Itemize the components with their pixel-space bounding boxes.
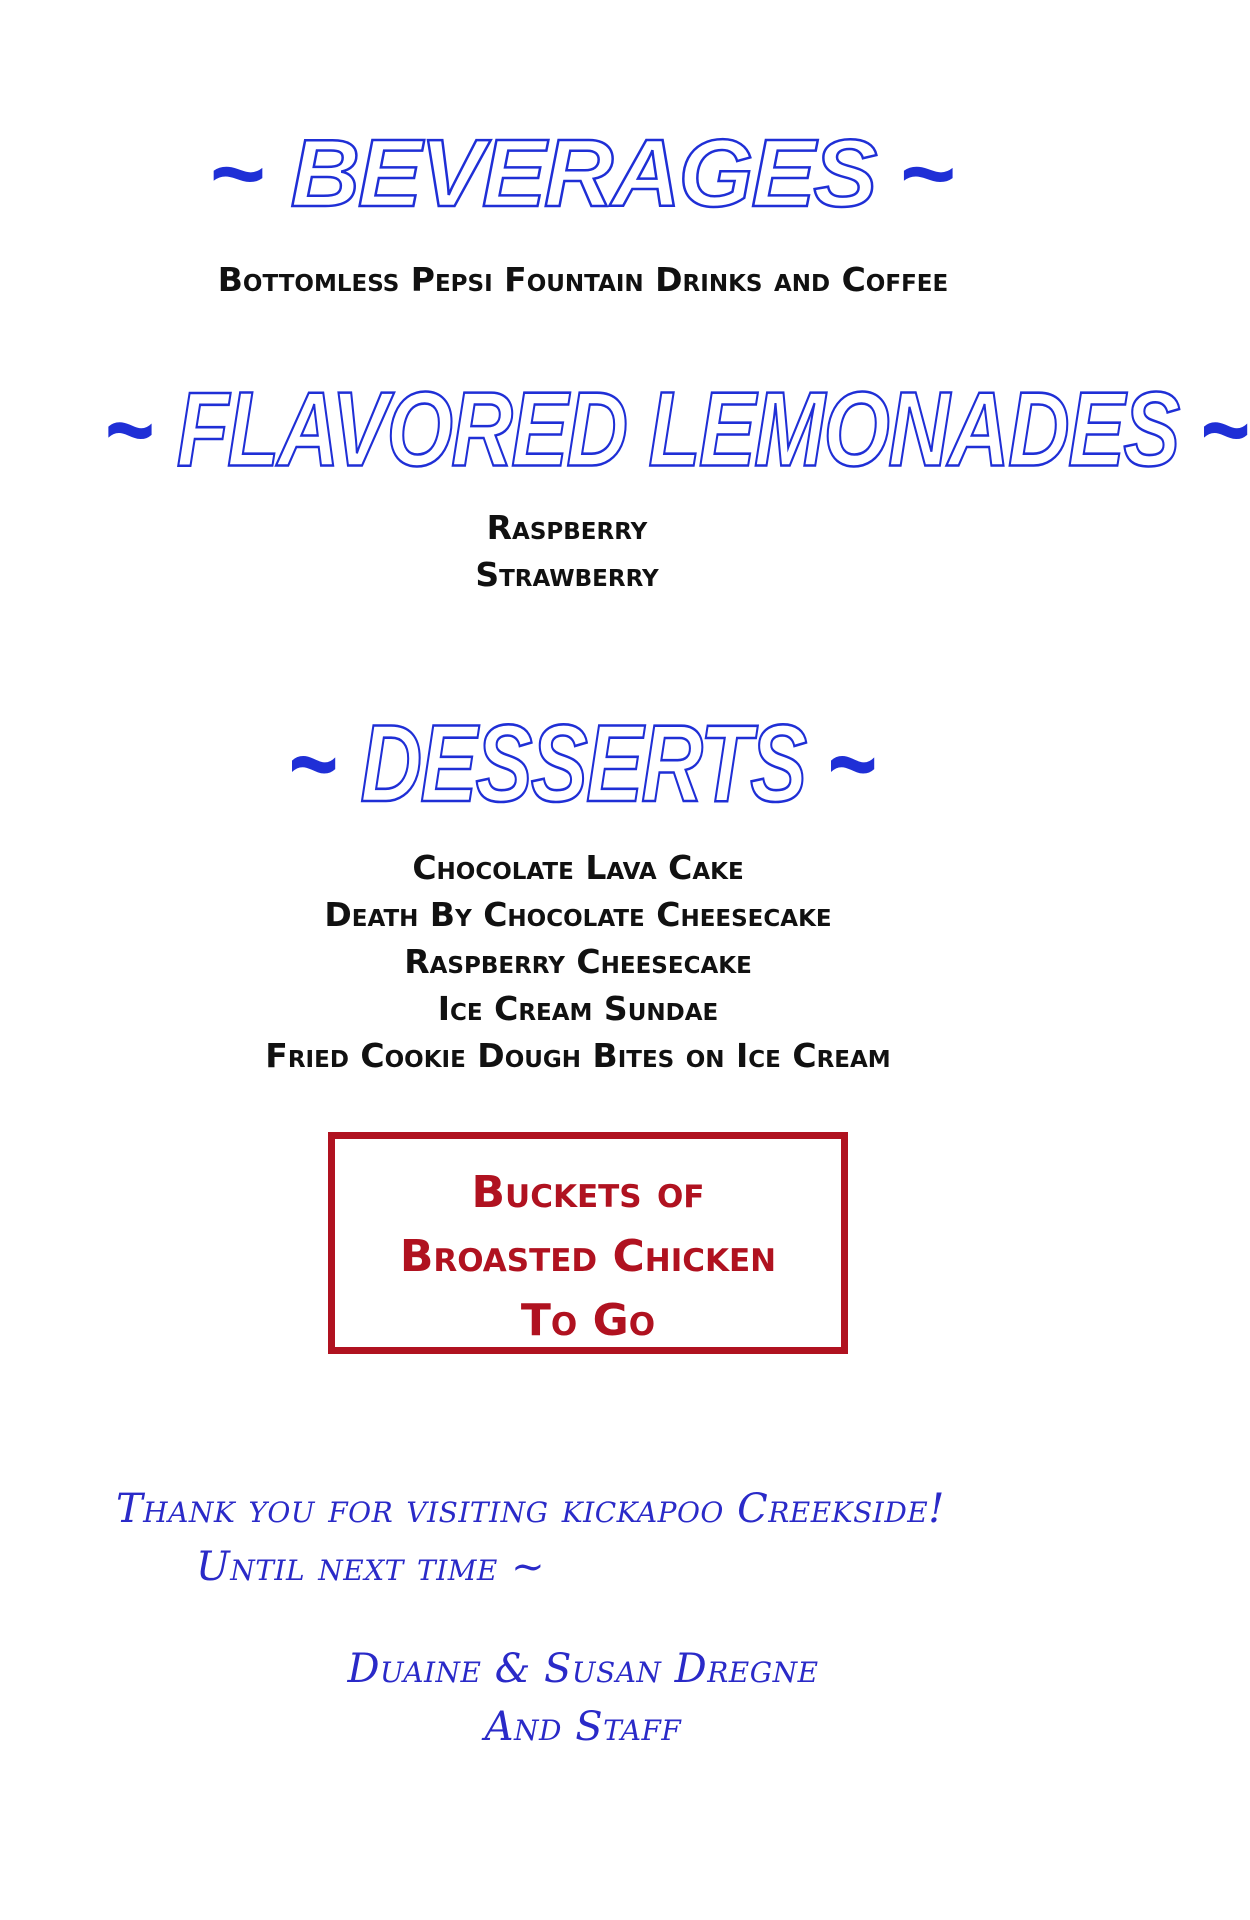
desserts-heading-text: DESSERTS — [360, 703, 806, 825]
lemonades-heading-text: FLAVORED LEMONADES — [176, 370, 1179, 490]
list-item: Fried Cookie Dough Bites on Ice Cream — [265, 1036, 891, 1075]
list-item: Raspberry Cheesecake — [404, 942, 752, 981]
broasted-chicken-promo-box — [328, 1132, 848, 1354]
beverages-heading-text: BEVERAGES — [290, 120, 876, 227]
list-item: Strawberry — [475, 555, 659, 594]
beverages-heading — [0, 120, 1166, 227]
heading-tilde-left: ~ — [104, 370, 155, 490]
staff-signature: And Staff — [484, 1704, 682, 1750]
list-item: Chocolate Lava Cake — [412, 848, 744, 887]
until-next-time-message: Until next time ~ — [196, 1544, 546, 1590]
heading-tilde-left: ~ — [209, 120, 266, 227]
list-item: Bottomless Pepsi Fountain Drinks and Coffee — [217, 260, 949, 299]
heading-tilde-right: ~ — [1200, 370, 1250, 490]
lemonades-list — [0, 504, 1150, 598]
heading-tilde-right: ~ — [827, 703, 878, 825]
promo-line: Buckets of — [471, 1167, 705, 1218]
heading-tilde-right: ~ — [900, 120, 957, 227]
promo-line: Broasted Chicken — [399, 1231, 777, 1282]
list-item: Death By Chocolate Cheesecake — [324, 895, 832, 934]
owners-signature: Duaine & Susan Dregne — [347, 1646, 819, 1692]
heading-tilde-left: ~ — [288, 703, 339, 825]
desserts-heading — [105, 703, 1061, 825]
promo-line: To Go — [520, 1295, 656, 1346]
list-item: Ice Cream Sundae — [437, 989, 719, 1028]
list-item: Raspberry — [486, 508, 648, 547]
beverages-list — [0, 256, 1166, 303]
desserts-list — [0, 844, 1161, 1079]
thank-you-message: Thank you for visiting kickapoo Creekside! — [116, 1486, 945, 1532]
lemonades-heading — [104, 370, 1250, 490]
